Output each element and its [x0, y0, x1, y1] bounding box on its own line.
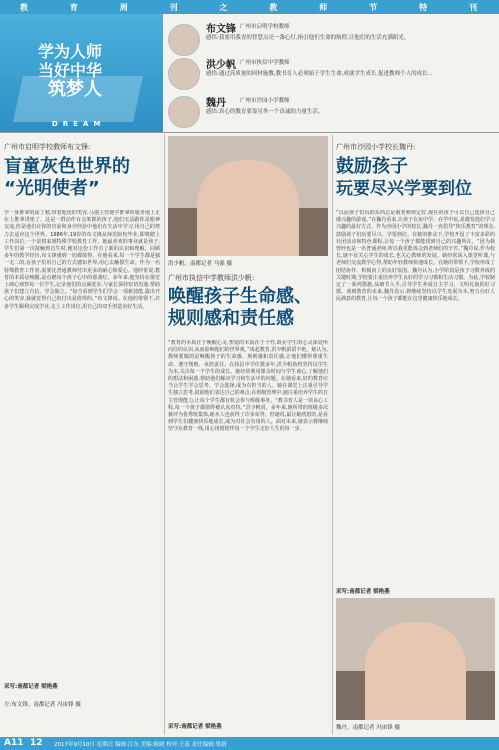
header-char: 育 [69, 2, 80, 12]
avatar [168, 24, 200, 56]
article-headline: 唤醒孩子生命感、 [168, 286, 312, 307]
intro-role: 广州市启明学校教师 [240, 24, 290, 30]
photo-figure [365, 622, 467, 720]
page-footer [0, 737, 499, 750]
divider [164, 135, 165, 735]
header-char: 教 [269, 2, 280, 12]
header-char: 周 [119, 2, 130, 12]
header-char: 刊 [468, 2, 479, 12]
article-headline: 鼓励孩子 [336, 156, 408, 177]
header-char: 节 [369, 2, 380, 12]
article-body: “以前孩子们玩的东西总是被老师规定好,现在的孩子可以自己选择自己感兴趣的游戏。”在魏丹看来,让孩子在玩中学、在学中玩,是激发他们学习兴趣的最好方式。作为沙园小学的校长,魏丹一直倡导“快乐教育”的理念,鼓励孩子们玩要尽兴、学要到位。在她的推动下,学校开设了丰富多彩的社团活动和特色课程,让每一个孩子都能找到自己的兴趣所在。“因为我曾经也是一名普通老师,所以我更能体会到老师们的辛苦。”魏丹说,作为校长,她不仅关心学生的成长,也关心教师的发展。她经常深入课堂听课,与老师们交流教学心得,帮助年轻教师快速成长。在她的带领下,学校形成了团结协作、积极向上的良好氛围。魏丹认为,小学阶段是孩子习惯养成的关键时期,学校要注重培养学生良好的学习习惯和生活习惯。为此,学校制定了一系列措施,从细节入手,引导学生养成自主学习、文明礼貌的好习惯。谈到教育的未来,魏丹表示,将继续坚持以学生发展为本,努力办好人民满意的教育,让每一个孩子都能在这里健康快乐地成长。 [336, 210, 495, 303]
intro-name: 洪少帆 [206, 60, 236, 71]
divider [0, 132, 499, 133]
intro-name: 魏丹 [206, 98, 226, 109]
intro-role: 广州市执信中学教师 [240, 60, 290, 66]
footer-info: 2017年9月10日 星期日 编辑:江东 美编:陈晓 校对:王蕊 责任编辑:梁新 [54, 742, 227, 748]
photo-figure [197, 160, 299, 256]
intro-name: 布文锋 [206, 24, 236, 35]
intro-desc: 感悟:真心的教育要靠另外一个真诚的力量生活。 [206, 109, 324, 115]
article-headline: 规则感和责任感 [168, 308, 294, 329]
photo-caption: 洪少帆。南都记者 马强 摄 [168, 261, 232, 267]
intro-role: 广州市沙园小学教师 [240, 98, 290, 104]
avatar [168, 96, 200, 128]
article-headline: 玩要尽兴学要到位 [336, 179, 472, 199]
banner-line-1: 学为人师 [38, 42, 103, 61]
header-char: 之 [219, 2, 230, 12]
article-source: 广州市执信中学教师洪少帆: [168, 274, 255, 282]
divider [332, 135, 333, 735]
teacher-photo [168, 136, 328, 256]
intro-desc: 感悟:我要用我青的智慧点亮一盏心灯,指引他们生命的航程,让他们的生活充满阳光。 [206, 35, 410, 41]
photo-caption: 左:布文锋。南都记者 冯宙锋 摄 [4, 702, 81, 708]
article-credit: 采写:南都记者 梁艳燕 [4, 684, 58, 690]
header-char: 教 [19, 2, 30, 12]
photo-caption: 魏丹。南都记者 冯宙锋 摄 [336, 725, 400, 731]
banner-line-3: 筑梦人 [48, 79, 102, 100]
banner-line-2: 当好中华 [38, 61, 103, 80]
article-credit: 采写:南都记者 梁艳燕 [168, 724, 222, 730]
avatar [168, 58, 200, 90]
article-source: 广州市沙园小学校长魏丹: [336, 143, 416, 151]
page-number-secondary: 12 [30, 738, 43, 748]
article-credit: 采写:南都记者 梁艳燕 [336, 589, 390, 595]
article-source: 广州市启明学校教师布文锋: [4, 143, 91, 151]
section-header-bar [0, 0, 499, 14]
intro-desc: 感悟:通过高质量的因材施教,教书育人必须始于学生生命,成就学生成长,促进教师个人的成长... [206, 71, 433, 77]
teacher-photo [336, 598, 495, 720]
article-headline: 盲童灰色世界的 [4, 156, 130, 177]
banner-dream-text: DREAM [52, 120, 106, 128]
teacher-intro-panel [168, 20, 496, 130]
page-number: A11 [4, 738, 24, 748]
article-headline: “光明使者” [4, 178, 100, 199]
article-body: “教育的本质在于唤醒心灵,塑造的本质在于个性,既在学生的心灵深处所向往的认识,从而影响他们的世界观。”谈起教育,洪少帆滔滔不绝。她认为,教师要做的是唤醒孩子的生命感、规则感和责任感,让他们懂得尊重生命、遵守规则、承担责任。在执信中学任教多年,洪少帆始终坚持以学生为本,关注每一个学生的成长。她经常利用课余时间与学生谈心,了解他们的想法和困惑,帮助他们解决学习和生活中的问题。在她看来,好的教育应当让学生学会思考、学会选择,成为有担当的人。她在课堂上注重引导学生独立思考,鼓励他们表达自己的观点;在班级管理中,她注重培养学生的自主管理能力,让每个学生都有机会参与班级事务。“教书育人是一项良心工程,每一个孩子都值得被认真对待。”洪少帆说。多年来,她所带的班级多次被评为优秀班集体,她本人也获得了许多荣誉。但她说,最让她欣慰的,是看到学生们健康快乐地成长,成为对社会有用的人。面对未来,她表示将继续坚守在教育一线,用心用情陪伴每一个学生走好人生的每一步。 [168, 340, 328, 433]
feature-banner [0, 14, 163, 132]
header-char: 师 [319, 2, 330, 12]
header-char: 特 [419, 2, 430, 12]
article-body: 学一身推拿的屈丁勉,带着他优的笑容,马强主管地学推拿的服务地上正在上推拿讲座了。这是一群动作有点笨拙的孩子,他们无法跟你是眼神交流,但是他们在你的宫前和身旁经验中他们在生活中学习,用自己的努力去适应这个世界。1986年,19岁的布文锋从师范院校毕业,即将踏上工作岗位,一个是将来到特殊学校教育工作。她最喜欢的事业就是孩子,学生们第一次接触到盲生时,便对这份工作有了新的认识和理解。回顾多年的教学经历,布文锋感到一切都值得。在他看来,每一个学生都是独一无二的,盲孩子们用自己的方式感知世界,用心去触摸生命。作为一名特殊教育工作者,需要比普通教师付出更多的耐心和爱心。他经常说,教育的本质是唤醒,是点燃每个孩子心中的那盏灯。多年来,他坚持在课堂上细心观察每一位学生,记录他们的点滴进步,与家长保持密切沟通,帮助孩子们建立自信、学会独立。“每当看到学生们学会一项新技能,露出开心的笑容,我就觉得自己的付出是值得的。”布文锋说。在他的带领下,许多学生顺利完成学业,走上工作岗位,用自己的双手创造美好生活。 [4, 210, 160, 310]
header-char: 刊 [169, 2, 180, 12]
